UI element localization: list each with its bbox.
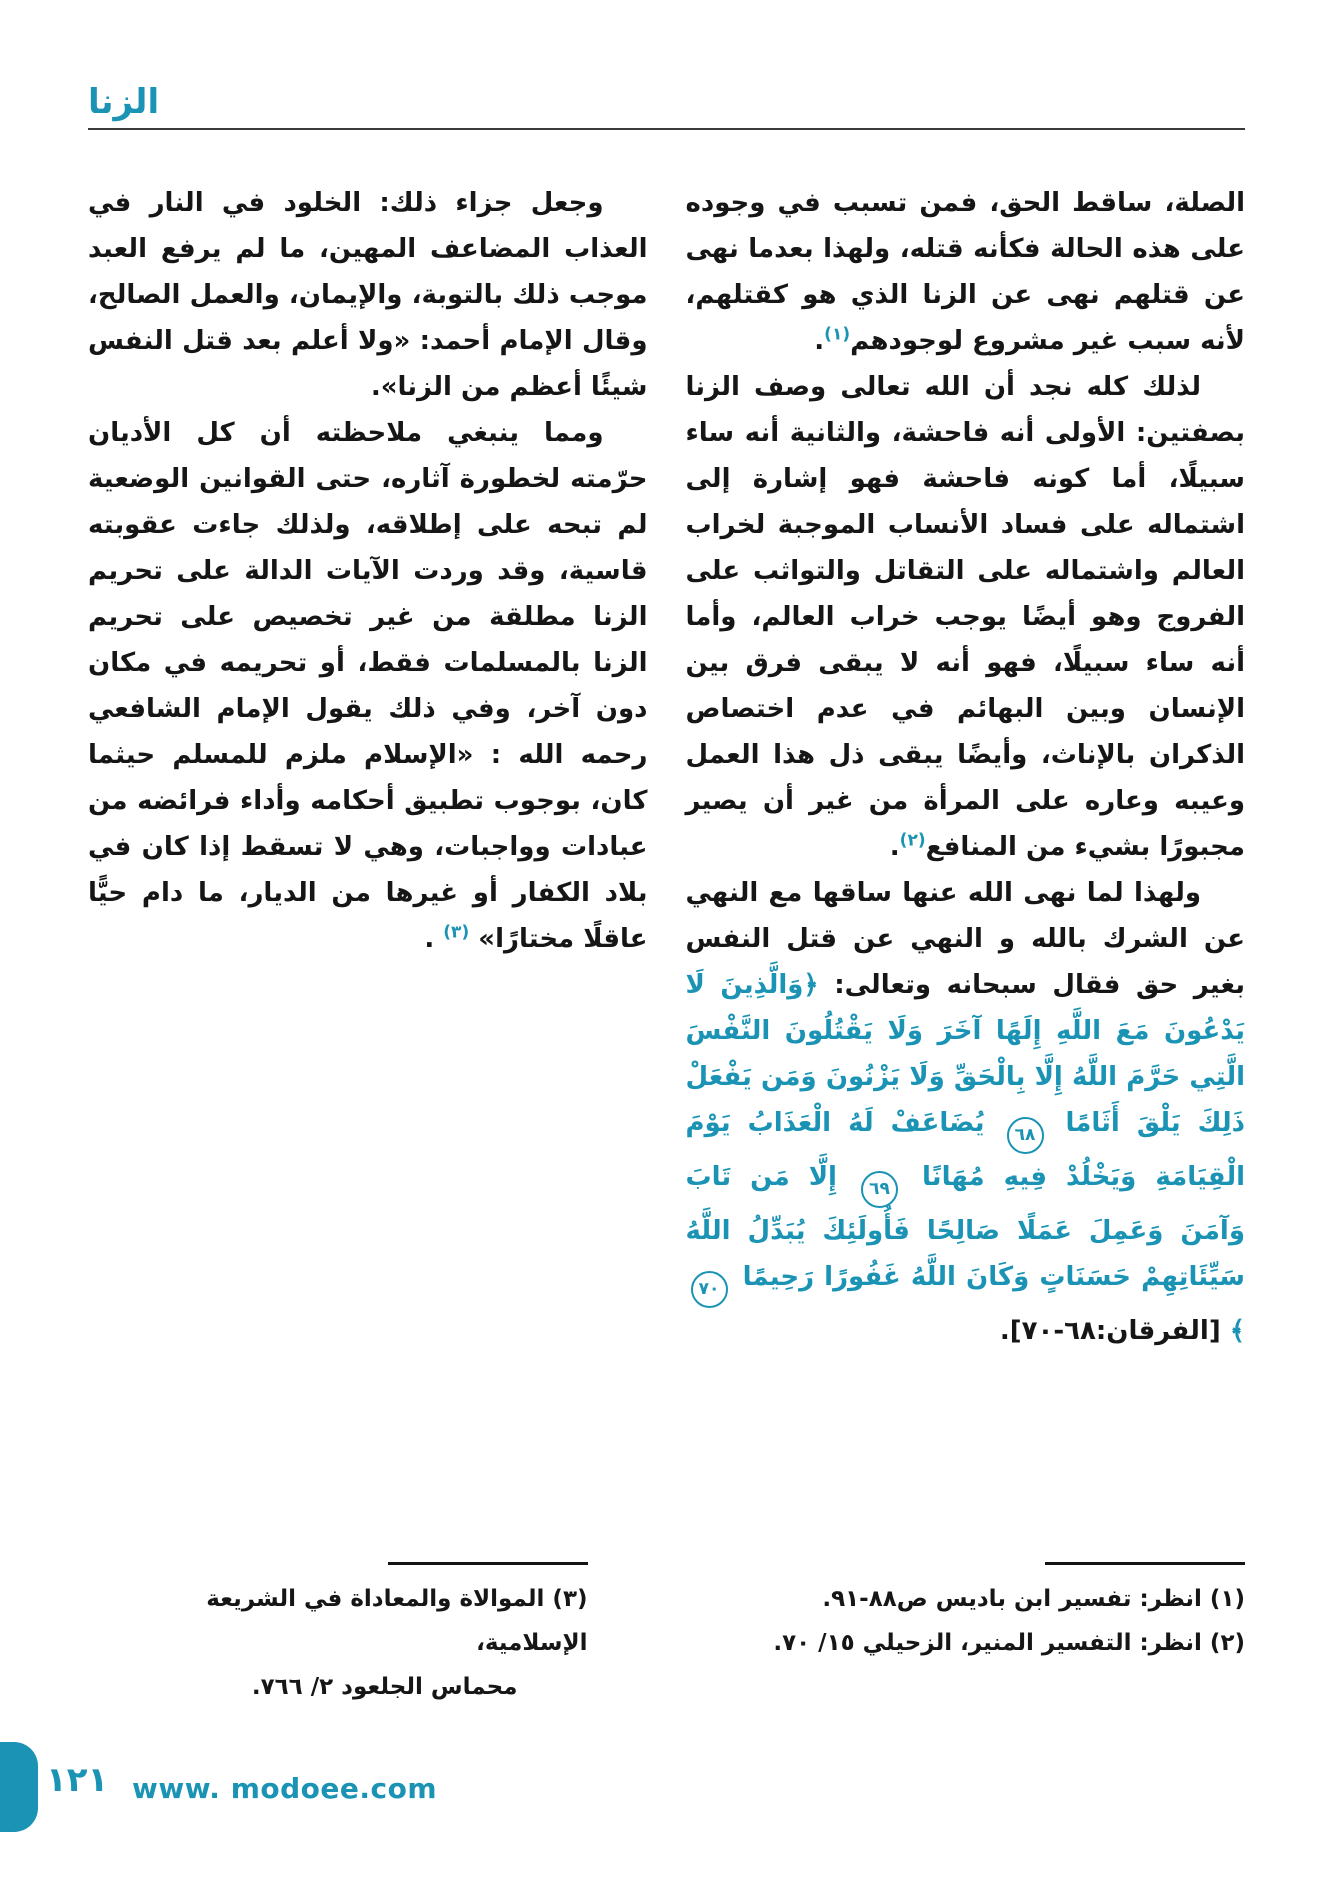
para-text: لذلك كله نجد أن الله تعالى وصف الزنا بصفتين: الأولى أنه فاحشة، والثانية أنه ساء سبيلًا، أما كونه فاحشة فهو إشارة إلى اشتماله على فساد الأنساب الموجبة لخراب العالم واشتماله على التقاتل والتواثب على الفروج وهو أيضًا يوجب خراب العالم، وأما أنه ساء سبيلًا، فهو أنه لا يبقى فرق بين الإنسان وبين البهائم في عدم اختصاص الذكران بالإناث، وأيضًا يبقى ذل هذا العمل وعيبه وعاره على المرأة من غير أن يصير مجبورًا بشيء من المنافع: [685, 372, 1245, 862]
paragraph-3-quran: [686, 870, 1246, 1354]
column-right: [686, 180, 1246, 1354]
para-text: .: [424, 924, 444, 954]
chapter-title: الزنا: [88, 82, 160, 122]
page-header: [88, 80, 1245, 130]
footnote-2: (٢) انظر: التفسير المنير، الزحيلي ١٥/ ٧٠.: [773, 1630, 1245, 1656]
footnote-ref-2: (٢): [899, 830, 926, 851]
footnote-ref-3: (٣): [443, 922, 470, 943]
paragraph-1: [686, 180, 1246, 364]
para-text: .: [814, 326, 825, 356]
footnote-separator-rule: [388, 1562, 588, 1565]
text-columns: [88, 180, 1245, 1354]
page-edge-tab: [0, 1742, 38, 1832]
footnotes-section: [88, 1562, 1245, 1709]
ayah-number-badge: ٦٨: [1007, 1117, 1044, 1154]
para-text: .: [889, 832, 900, 862]
quran-text: ﴿وَالَّذِينَ لَا يَدْعُونَ مَعَ اللَّهِ إِلَهًا آخَرَ وَلَا يَقْتُلُونَ النَّفْسَ الَّتِي حَرَّمَ اللَّهُ إِلَّا بِالْحَقِّ وَلَا يَزْنُونَ وَمَن يَفْعَلْ ذَلِكَ يَلْقَ أَثَامًا: [685, 970, 1245, 1138]
para-text: ولهذا لما نهى الله عنها ساقها مع النهي عن الشرك بالله و النهي عن قتل النفس بغير حق فقال سبحانه وتعالى:: [685, 878, 1245, 1000]
footnote-1: (١) انظر: تفسير ابن باديس ص٨٨-٩١.: [822, 1586, 1245, 1612]
header-rule: [88, 128, 1245, 130]
paragraph-5: [88, 410, 648, 962]
quran-text: يُضَاعَفْ لَهُ الْعَذَابُ يَوْمَ الْقِيَامَةِ وَيَخْلُدْ فِيهِ مُهَانًا: [685, 1108, 1246, 1192]
website-url: www. modoee.com: [132, 1772, 438, 1805]
footnote-3-continuation: محماس الجلعود ٢/ ٧٦٦.: [251, 1674, 518, 1700]
paragraph-2: [686, 364, 1246, 870]
quran-close-bracket: ﴾: [1229, 1316, 1245, 1346]
page-number: ١٢١: [46, 1760, 109, 1800]
footnote-ref-1: (١): [824, 324, 851, 345]
column-left: [88, 180, 648, 1354]
quran-text: إِلَّا مَن تَابَ وَآمَنَ وَعَمِلَ عَمَلًا صَالِحًا فَأُولَئِكَ يُبَدِّلُ اللَّهُ سَيِّئَاتِهِمْ حَسَنَاتٍ وَكَانَ اللَّهُ غَفُورًا رَحِيمًا: [685, 1162, 1245, 1292]
quran-verse: [686, 970, 1246, 1346]
ayah-number-badge: ٧٠: [691, 1271, 728, 1308]
ayah-number-badge: ٦٩: [861, 1171, 898, 1208]
footnotes-left: [88, 1562, 708, 1709]
footnotes-right: [746, 1562, 1246, 1709]
paragraph-4: وجعل جزاء ذلك: الخلود في النار في العذاب المضاعف المهين، ما لم يرفع العبد موجب ذلك بالتوبة، والإيمان، والعمل الصالح، وقال الإمام أحمد: «ولا أعلم بعد قتل النفس شيئًا أعظم من الزنا».: [88, 188, 648, 402]
para-text: ومما ينبغي ملاحظته أن كل الأديان حرّمته لخطورة آثاره، حتى القوانين الوضعية لم تبحه على إطلاقه، ولذلك جاءت عقوبته قاسية، وقد وردت الآيات الدالة على تحريم الزنا مطلقة من غير تخصيص على تحريم الزنا بالمسلمات فقط، أو تحريمه في مكان دون آخر، وفي ذلك يقول الإمام الشافعي رحمه الله : «الإسلام ملزم للمسلم حيثما كان، بوجوب تطبيق أحكامه وأداء فرائضه من عبادات وواجبات، وهي لا تسقط إذا كان في بلاد الكفار أو غيرها من الديار، ما دام حيًّا عاقلًا مختارًا»: [88, 418, 648, 954]
footnote-separator-rule: [1045, 1562, 1245, 1565]
footnote-3: (٣) الموالاة والمعاداة في الشريعة الإسلامية،: [206, 1586, 588, 1656]
quran-reference: [الفرقان:٦٨-٧٠].: [999, 1316, 1221, 1346]
para-text: الصلة، ساقط الحق، فمن تسبب في وجوده على هذه الحالة فكأنه قتله، ولهذا بعدما نهى عن قتلهم نهى عن الزنا الذي هو كقتلهم، لأنه سبب غير مشروع لوجودهم: [685, 188, 1245, 356]
